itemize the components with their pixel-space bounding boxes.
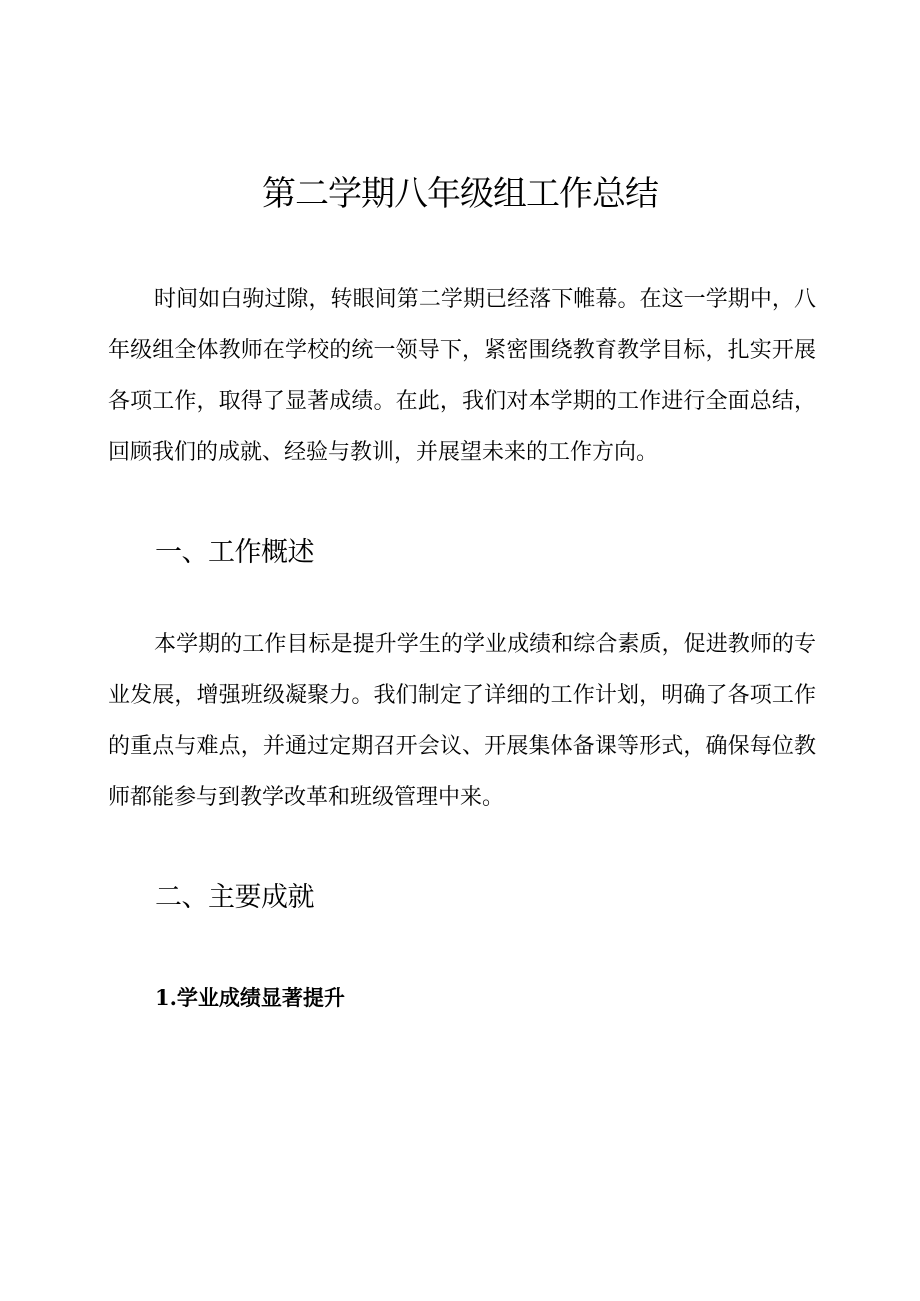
document-title: 第二学期八年级组工作总结	[262, 174, 658, 214]
intro-paragraph: 时间如白驹过隙，转眼间第二学期已经落下帷幕。在这一学期中，八年级组全体教师在学校的统一领导下，紧密围绕教育教学目标，扎实开展各项工作，取得了显著成绩。在此，我们对本学期的工作进行全面总结，回顾我们的成就、经验与教训，并展望未来的工作方向。	[108, 287, 816, 465]
section-heading-achievements: 二、主要成就	[155, 882, 314, 913]
overview-paragraph: 本学期的工作目标是提升学生的学业成绩和综合素质，促进教师的专业发展，增强班级凝聚力。我们制定了详细的工作计划，明确了各项工作的重点与难点，并通过定期召开会议、开展集体备课等形式，确保每位教师都能参与到教学改革和班级管理中来。	[108, 632, 816, 810]
section-heading-overview: 一、工作概述	[155, 537, 314, 568]
subheading-academic-improvement: 1.学业成绩显著提升	[155, 985, 345, 1010]
